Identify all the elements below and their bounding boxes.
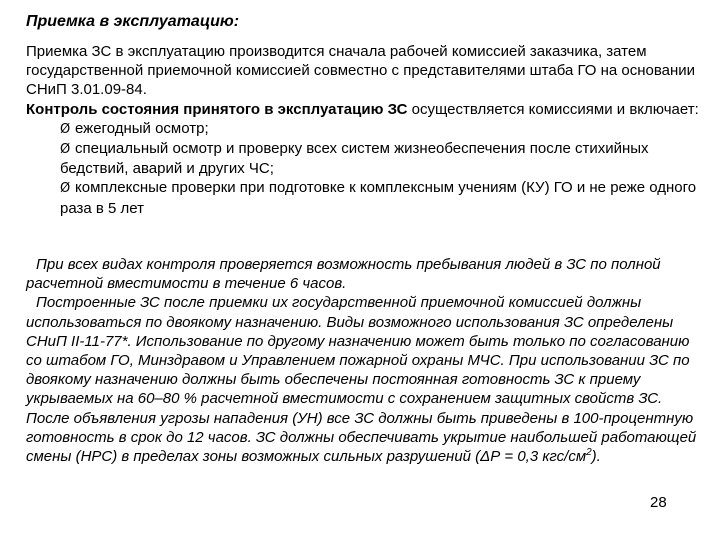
arrow-bullet-icon: Ø (60, 121, 71, 137)
list-item (60, 139, 706, 178)
control-capacity-paragraph (26, 255, 698, 293)
usage-block (26, 255, 698, 466)
list-item-text: специальный осмотр и проверку всех систем жизнеобеспечения после стихийных бедствий, аварий и других ЧС; (60, 140, 649, 178)
list-item (60, 178, 706, 217)
list-item (60, 119, 706, 139)
arrow-bullet-icon: Ø (60, 181, 71, 197)
page-number: 28 (650, 494, 667, 511)
dual-use-end: ). (591, 448, 601, 466)
control-capacity-text: При всех видах контроля проверяется возможность пребывания людей в ЗС по полной расчетной вместимости в течение 6 часов. (26, 256, 661, 293)
dual-use-paragraph (26, 293, 698, 466)
arrow-bullet-icon: Ø (60, 142, 71, 158)
slide-heading: Приемка в эксплуатацию: (26, 13, 240, 30)
inspection-list (26, 119, 706, 218)
control-paragraph (26, 100, 706, 119)
dual-use-text: Построенные ЗС после приемки их государственной приемочной комиссией должны использоваться по двоякому назначению. Виды возможного использования ЗС определены СНиП II-11-77*. Использование по другому назначению может быть только по согласованию со штабом ГО, Минздравом и Управлением пожарной охраны МЧС. При использовании ЗС по двоякому назначению должны быть обеспечены постоянная готовность ЗС к приему укрываемых на 60–80 % расчетной вместимости с сохранением защитных свойств ЗС. После объявления угрозы нападения (УН) все ЗС должны быть приведены в 100-процентную готовность в срок до 12 часов. ЗС должны обеспечивать укрытие наибольшей работающей смены (НРС) в пределах зоны возможных сильных разрушений (ΔР = 0,3 кгс/см (26, 294, 697, 466)
intro-paragraph: Приемка ЗС в эксплуатацию производится сначала рабочей комиссией заказчика, затем государственной приемочной комиссией совместно с представителями штаба ГО на основании СНиП 3.01.09-84. (26, 43, 696, 99)
superscript-two: 2 (586, 447, 592, 459)
control-bold-text: Контроль состояния принятого в эксплуатацию ЗС (26, 100, 408, 118)
list-item-text: комплексные проверки при подготовке к комплексным учениям (КУ) ГО и не реже одного раза в 5 лет (60, 179, 697, 217)
control-rest-text: осуществляется комиссиями и включает: (407, 100, 699, 118)
list-item-text: ежегодный осмотр; (75, 119, 209, 137)
acceptance-block (26, 42, 706, 218)
